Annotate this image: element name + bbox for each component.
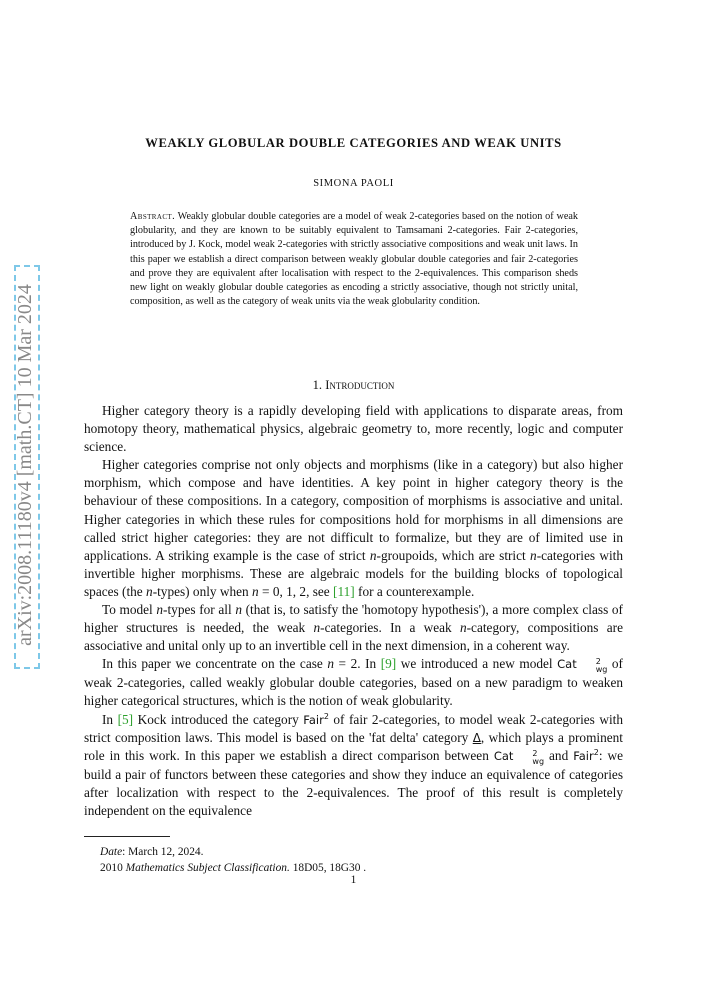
paragraph-3 [84, 601, 623, 655]
paper-title: WEAKLY GLOBULAR DOUBLE CATEGORIES AND WEAK UNITS [145, 136, 562, 150]
math-subscript: wg [532, 756, 545, 766]
paragraph-text: : we build a pair of functors between these categories and show they induce an equivalence of categories after localization with respect to the 2-equivalences. The proof of this result is completely independent on the equivalence [84, 747, 623, 818]
citation-link[interactable]: [9] [380, 656, 397, 672]
paragraph-text: In [102, 711, 118, 727]
footnote-date-value: : March 12, 2024. [122, 846, 204, 858]
math-n: n [530, 547, 537, 563]
math-n: n [313, 620, 321, 636]
section-heading [0, 378, 707, 393]
math-superscript: 2 [593, 747, 599, 757]
page-number: 1 [350, 874, 357, 886]
paragraph-text: -groupoids, which are strict [376, 547, 531, 563]
paragraph-text: -category, compositions are associative and unital only up to an invertible cell in the next dimension, in a coherent way. [84, 620, 623, 654]
arxiv-identifier[interactable]: arXiv:2008.11180v4 [math.CT] 10 Mar 2024 [14, 284, 36, 646]
body-text [84, 402, 623, 820]
math-n: n [459, 620, 467, 636]
footnote-divider [84, 836, 170, 837]
math-n: n [235, 602, 242, 618]
paragraph-text: In this paper we concentrate on the case [102, 656, 328, 672]
citation-link[interactable]: [5] [117, 711, 134, 727]
paragraph-text: we introduced a new model [396, 656, 558, 672]
math-n: n [369, 547, 377, 563]
paragraph-2 [84, 456, 623, 601]
math-n: n [327, 656, 334, 672]
footnote-date [100, 844, 366, 860]
footnote-msc-codes: 18D05, 18G30 . [289, 862, 367, 874]
math-superscript: 2 [532, 748, 538, 758]
paragraph-text: of fair 2-categories, to model weak 2-categories with strict composition laws. This model is based on the 'fat delta' category [84, 711, 623, 745]
paragraph-text: = 2. In [334, 656, 381, 672]
paragraph-text: = 0, 1, 2, see [258, 583, 334, 599]
math-symbol: Cat [493, 748, 514, 763]
section-name: Introduction [325, 378, 395, 392]
math-fair [573, 749, 599, 763]
abstract-text: Weakly globular double categories are a model of weak 2-categories based on the notion of weak globularity, and they are known to be suitably equivalent to Tamsamani 2-categories. Fair 2-categories, introduced by J. Kock, model weak 2-categories with strictly associative compositions and weak unit laws. In this paper we establish a direct comparison between weakly globular double categories and fair 2-categories and prove they are equivalent after localisation with respect to the 2-equivalences. This comparison sheds new light on weakly globular double categories as encoding a strictly associative, though not strictly unital, composition, as well as the category of weak units via the weak globularity condition. [130, 211, 578, 308]
footnotes [100, 844, 366, 876]
paragraph-text: and [544, 747, 574, 763]
math-symbol: Fair [573, 748, 594, 763]
paragraph-text: -types) only when [152, 583, 253, 599]
math-cat-wg [557, 657, 608, 675]
paragraph-text: -categories. In a weak [320, 620, 460, 636]
paragraph-text: Higher categories comprise not only objects and morphisms (like in a category) but also higher morphism, which compose and have identities. A key point in higher category theory is the behaviour of these compositions. In a category, composition of morphisms is associative and unital. Higher categories in which these rules for compositions hold for morphisms in all dimensions are called strict higher categories: they are not difficult to formalize, but they are of limited use in applications. A striking example is the case of strict [84, 457, 623, 563]
math-superscript: 2 [595, 657, 601, 667]
paragraph-5 [84, 711, 623, 820]
math-script [514, 750, 544, 766]
paragraph-text: To model [102, 602, 157, 618]
paragraph-text: Kock introduced the category [133, 711, 304, 727]
math-fair [303, 713, 329, 727]
footnote-date-label: Date [100, 846, 123, 858]
math-fat-delta: Δ [472, 730, 481, 745]
section-number: 1. [312, 378, 323, 392]
paragraph-4 [84, 655, 623, 710]
footnote-msc-title: Mathematics Subject Classification. [125, 862, 290, 874]
paragraph-text: for a counterexample. [354, 583, 475, 599]
math-symbol: Fair [303, 712, 324, 727]
paragraph-1 [84, 402, 623, 456]
paragraph-text: , which plays a prominent role in this work. In this paper we establish a direct comparison between [84, 729, 624, 763]
math-symbol: Cat [557, 657, 577, 672]
citation-link[interactable]: [11] [333, 583, 355, 599]
paragraph-text: of weak 2-categories, called weakly globular double categories, based on a new paradigm to weaken higher categorical structures, which is the notion of weak globularity. [84, 656, 623, 709]
paragraph-text: Higher category theory is a rapidly developing field with applications to disparate areas, from homotopy theory, mathematical physics, algebraic geometry to, more recently, logic and computer science. [84, 403, 623, 455]
abstract [130, 210, 578, 309]
paragraph-text: (that is, to satisfy the 'homotopy hypothesis'), a more complex class of higher structures is needed, the weak [84, 602, 623, 636]
footnote-msc-year: 2010 [100, 862, 126, 874]
math-cat-wg [493, 748, 545, 766]
paper-author: SIMONA PAOLI [313, 178, 394, 189]
math-n: n [156, 602, 164, 618]
paragraph-text: -types for all [163, 602, 236, 618]
math-script [578, 658, 608, 674]
math-subscript: wg [595, 665, 608, 675]
abstract-label: Abstract. [130, 211, 176, 222]
math-n: n [146, 583, 153, 599]
math-n: n [252, 583, 259, 599]
paragraph-text: -categories with invertible higher morphisms. These are algebraic models for the building blocks of topological spaces (the [84, 547, 623, 599]
math-superscript: 2 [323, 711, 329, 721]
